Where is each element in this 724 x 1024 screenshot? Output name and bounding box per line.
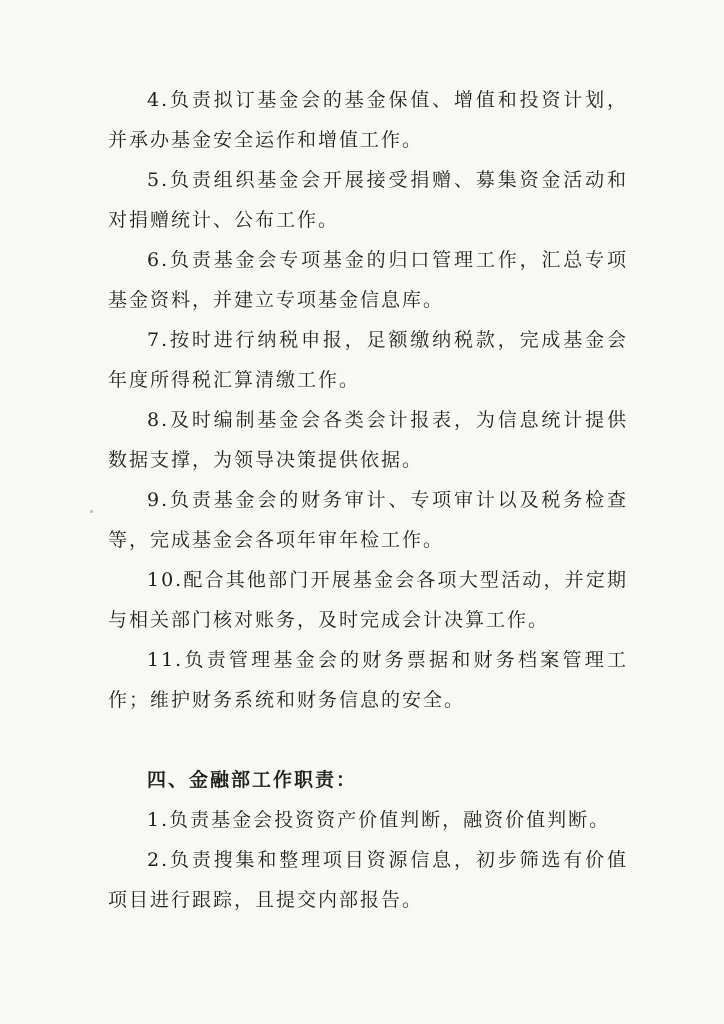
duty-item-4: 4.负责拟订基金会的基金保值、增值和投资计划，并承办基金安全运作和增值工作。 xyxy=(108,89,628,151)
duty-item-9: 9.负责基金会的财务审计、专项审计以及税务检查等，完成基金会各项年审年检工作。 xyxy=(108,489,628,551)
duty-item-8: 8.及时编制基金会各类会计报表，为信息统计提供数据支撑，为领导决策提供依据。 xyxy=(108,409,628,471)
scan-speck xyxy=(90,510,93,513)
duty-item-7: 7.按时进行纳税申报，足额缴纳税款，完成基金会年度所得税汇算清缴工作。 xyxy=(108,329,628,391)
document-body xyxy=(108,80,628,920)
duty-item-5: 5.负责组织基金会开展接受捐赠、募集资金活动和对捐赠统计、公布工作。 xyxy=(108,169,628,231)
duty-item-10: 10.配合其他部门开展基金会各项大型活动，并定期与相关部门核对账务，及时完成会计决算工作。 xyxy=(108,569,628,631)
duty-item-6: 6.负责基金会专项基金的归口管理工作，汇总专项基金资料，并建立专项基金信息库。 xyxy=(108,249,628,311)
duty-item-11: 11.负责管理基金会的财务票据和财务档案管理工作；维护财务系统和财务信息的安全。 xyxy=(108,649,628,711)
finance-item-2: 2.负责搜集和整理项目资源信息，初步筛选有价值项目进行跟踪，且提交内部报告。 xyxy=(108,849,628,911)
section-heading-finance: 四、金融部工作职责： xyxy=(147,769,358,791)
finance-item-1: 1.负责基金会投资资产价值判断，融资价值判断。 xyxy=(147,809,611,831)
